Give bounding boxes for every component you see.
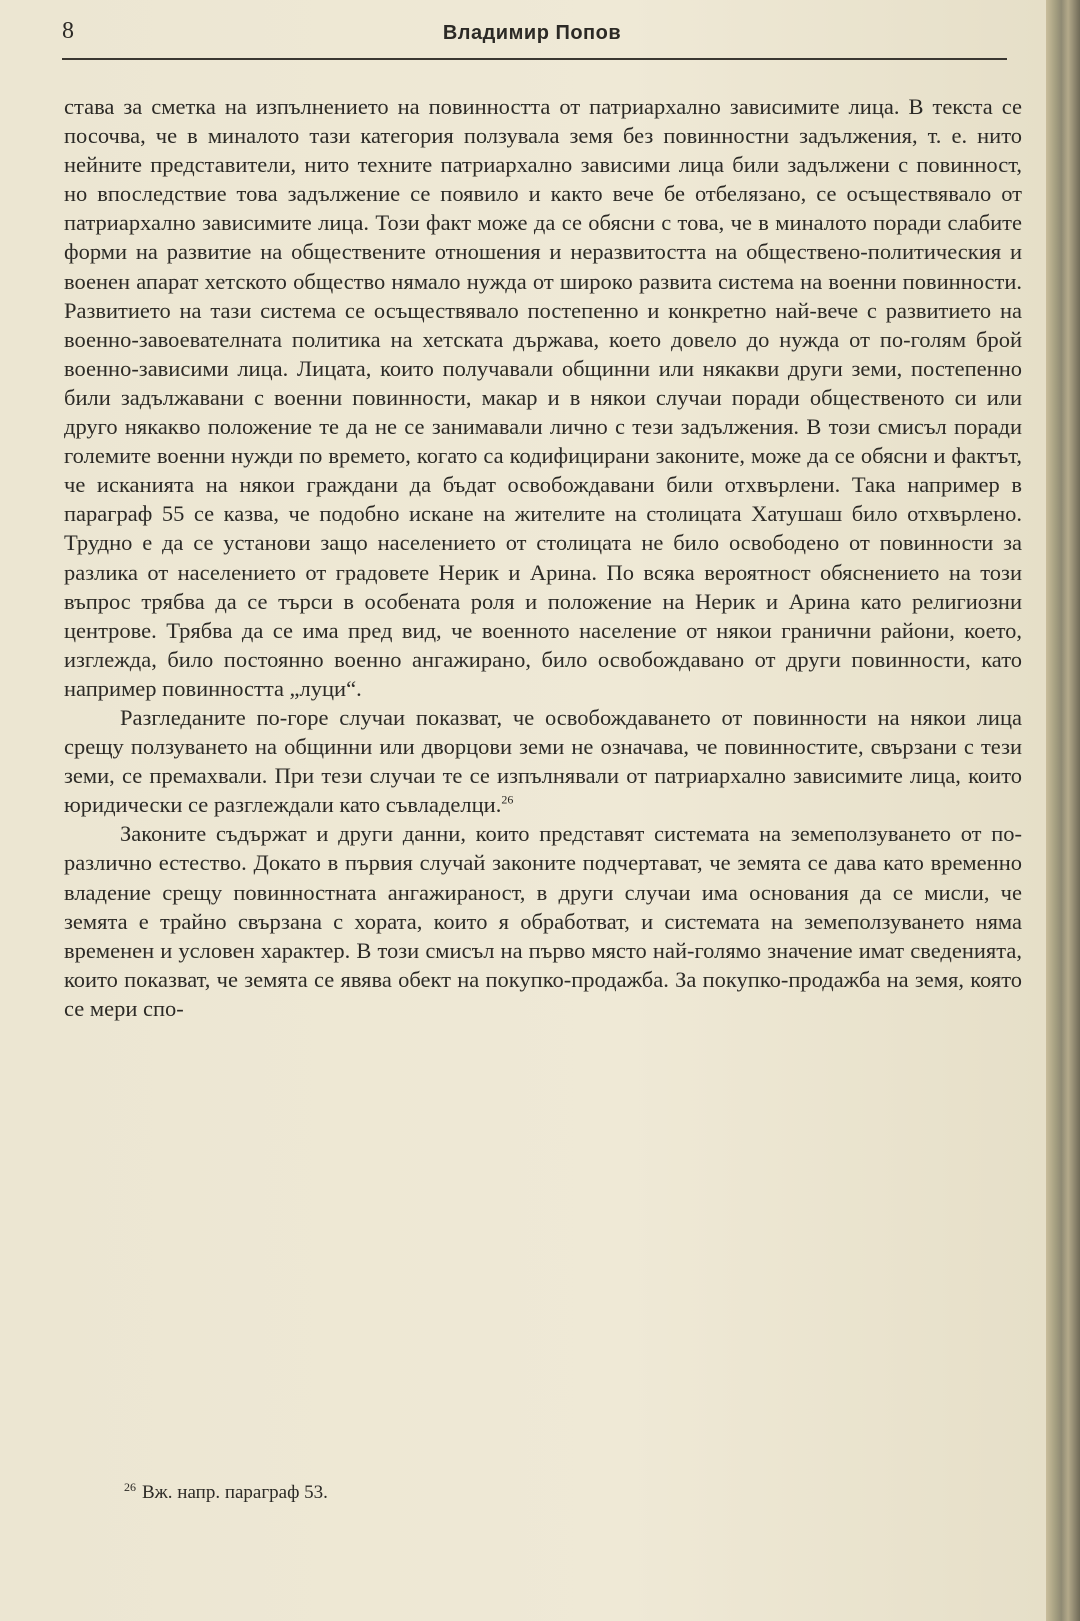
page-number: 8: [62, 18, 74, 44]
footnote-reference: 26: [501, 792, 514, 807]
paragraph-2: [64, 703, 1022, 819]
footnote-number: 26: [124, 1479, 136, 1494]
footnote: [124, 1479, 328, 1504]
paragraph-3: Законите съдържат и други данни, които представят системата на земеползуването от по-различно естество. Докато в първия случай законите подчертават, че земята се дава като временно владение срещу повинностната ангажираност, в други случаи има основания да се мисли, че земята е трайно свързана с хората, които я обработват, и системата на земеползуването няма временен и условен характер. В този смисъл на първо място най-голямо значение имат сведенията, които показват, че земята се явява обект на покупко-продажба. За покупко-продажба на земя, която се мери спо-: [64, 821, 1022, 1021]
running-head: Владимир Попов: [442, 22, 622, 44]
header-rule: [62, 58, 1007, 60]
paragraph-2-text: Разгледаните по-горе случаи показват, че освобождаването от повинности на някои лица срещу ползуването на общинни или дворцови земи не означава, че повинностите, свързани с тези земи, се премахвали. При тези случаи те се изпълнявали от патриархално зависимите лица, които юридически се разглеждали като съвладелци.: [64, 704, 1022, 818]
paragraph-1: става за сметка на изпълнението на повинността от патриархално зависимите лица. В текста се посочва, че в миналото тази категория ползувала земя без повинностни задължения, т. е. нито нейните представители, нито техните патриархално зависими лица били задължени с повинност, но впоследствие това задължение се появило и както вече бе отбелязано, се осъществявало от патриархално зависимите лица. Този факт може да се обясни с това, че в миналото поради слабите форми на развитие на обществените отношения и неразвитостта на обществено-политическия и военен апарат хетското общество нямало нужда от широко развита система на военни повинности. Развитието на тази система се осъществявало постепенно и конкретно най-вече с развитието на военно-завоевателната политика на хетската държава, което довело до нужда от по-голям брой военно-зависими лица. Лицата, които получавали общинни или някакви други земи, постепенно били задължавани с военни повинности, макар и в някои случаи поради общественото си или друго някакво положение те да не се занимавали лично с тези задължения. В този смисъл поради големите военни нужди по времето, когато са кодифицирани законите, може да се обясни и фактът, че исканията на някои граждани да бъдат освобождавани били отхвърлени. Така например в параграф 55 се казва, че подобно искане на жителите на столицата Хатушаш било отхвърлено. Трудно е да се установи защо населението от столицата не било освободено от повинности за разлика от населението от градовете Нерик и Арина. По всяка вероятност обяснението на този въпрос трябва да се търси в особената роля и положение на Нерик и Арина като религиозни центрове. Трябва да се има пред вид, че военното население от някои гранични райони, което, изглежда, било постоянно военно ангажирано, било освобождавано от други повинности, като например повинността „луци“.: [64, 94, 1022, 701]
page-header: [62, 18, 1002, 50]
book-spine-edge: [1046, 0, 1080, 1621]
footnote-text: Вж. напр. параграф 53.: [142, 1482, 328, 1503]
body-text: [64, 92, 1022, 1023]
